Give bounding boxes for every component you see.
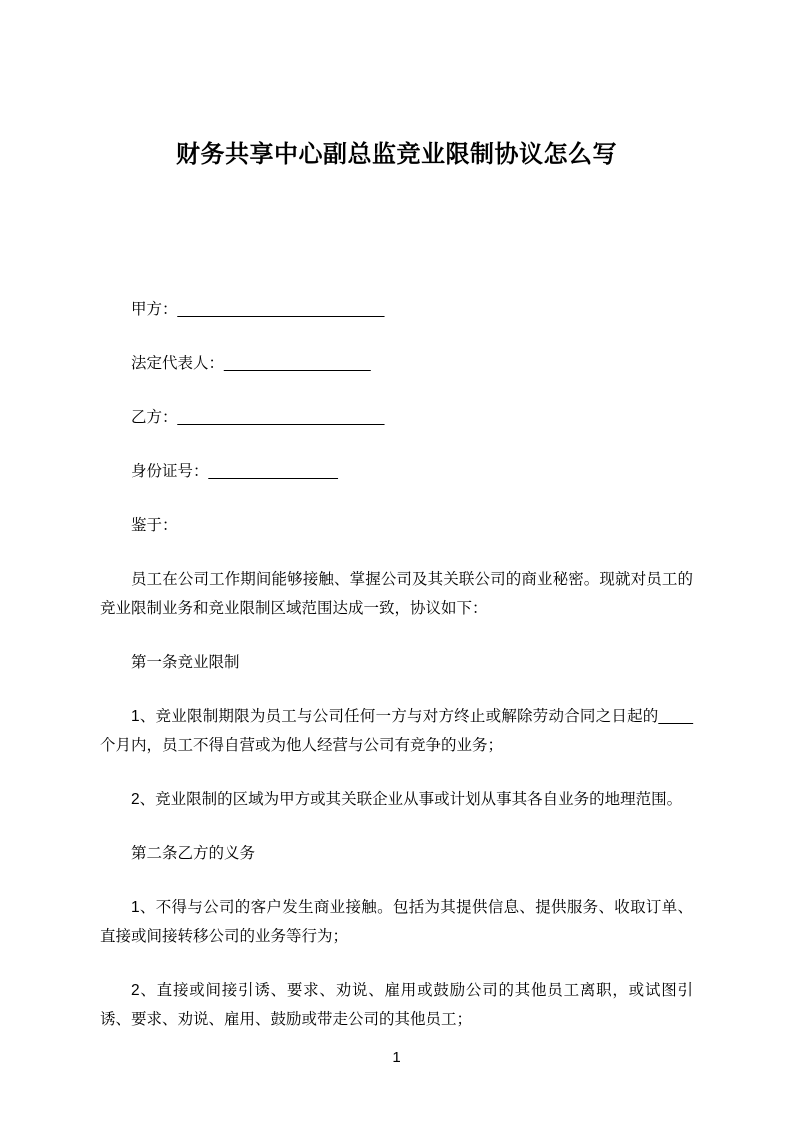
clause-2-item-1: 1、不得与公司的客户发生商业接触。包括为其提供信息、提供服务、收取订单、直接或间接转移公司的业务等行为； bbox=[100, 899, 693, 945]
field-party-b bbox=[100, 403, 693, 432]
clause-2-item-2: 2、直接或间接引诱、要求、劝说、雇用或鼓励公司的其他员工离职，或试图引诱、要求、劝说、雇用、鼓励或带走公司的其他员工； bbox=[100, 982, 693, 1028]
field-label: 身份证号： bbox=[131, 463, 209, 480]
document-title: 财务共享中心副总监竞业限制协议怎么写 bbox=[176, 141, 617, 168]
clause-1-item-1: 1、竞业限制期限为员工与公司任何一方与对方终止或解除劳动合同之日起的____个月内，员工不得自营或为他人经营与公司有竞争的业务； bbox=[100, 708, 693, 754]
intro-paragraph: 员工在公司工作期间能够接触、掌握公司及其关联公司的商业秘密。现就对员工的竞业限制业务和竞业限制区域范围达成一致，协议如下： bbox=[100, 571, 693, 617]
field-blank-line: _______________ bbox=[208, 463, 338, 480]
field-blank-line: ________________________ bbox=[177, 409, 385, 426]
field-label: 法定代表人： bbox=[131, 355, 225, 372]
field-label: 乙方： bbox=[131, 409, 178, 426]
field-label: 甲方： bbox=[131, 301, 178, 318]
field-blank-line: _________________ bbox=[224, 355, 371, 372]
page-number: 1 bbox=[392, 1049, 401, 1066]
field-blank-line: ________________________ bbox=[177, 301, 385, 318]
clause-1-heading: 第一条竞业限制 bbox=[131, 654, 240, 671]
field-legal-representative bbox=[100, 349, 693, 378]
field-party-a bbox=[100, 295, 693, 324]
clause-2-heading: 第二条乙方的义务 bbox=[131, 845, 256, 862]
whereas-line: 鉴于： bbox=[131, 517, 178, 534]
field-id-number bbox=[100, 457, 693, 486]
clause-1-item-2: 2、竞业限制的区域为甲方或其关联企业从事或计划从事其各自业务的地理范围。 bbox=[131, 791, 683, 808]
